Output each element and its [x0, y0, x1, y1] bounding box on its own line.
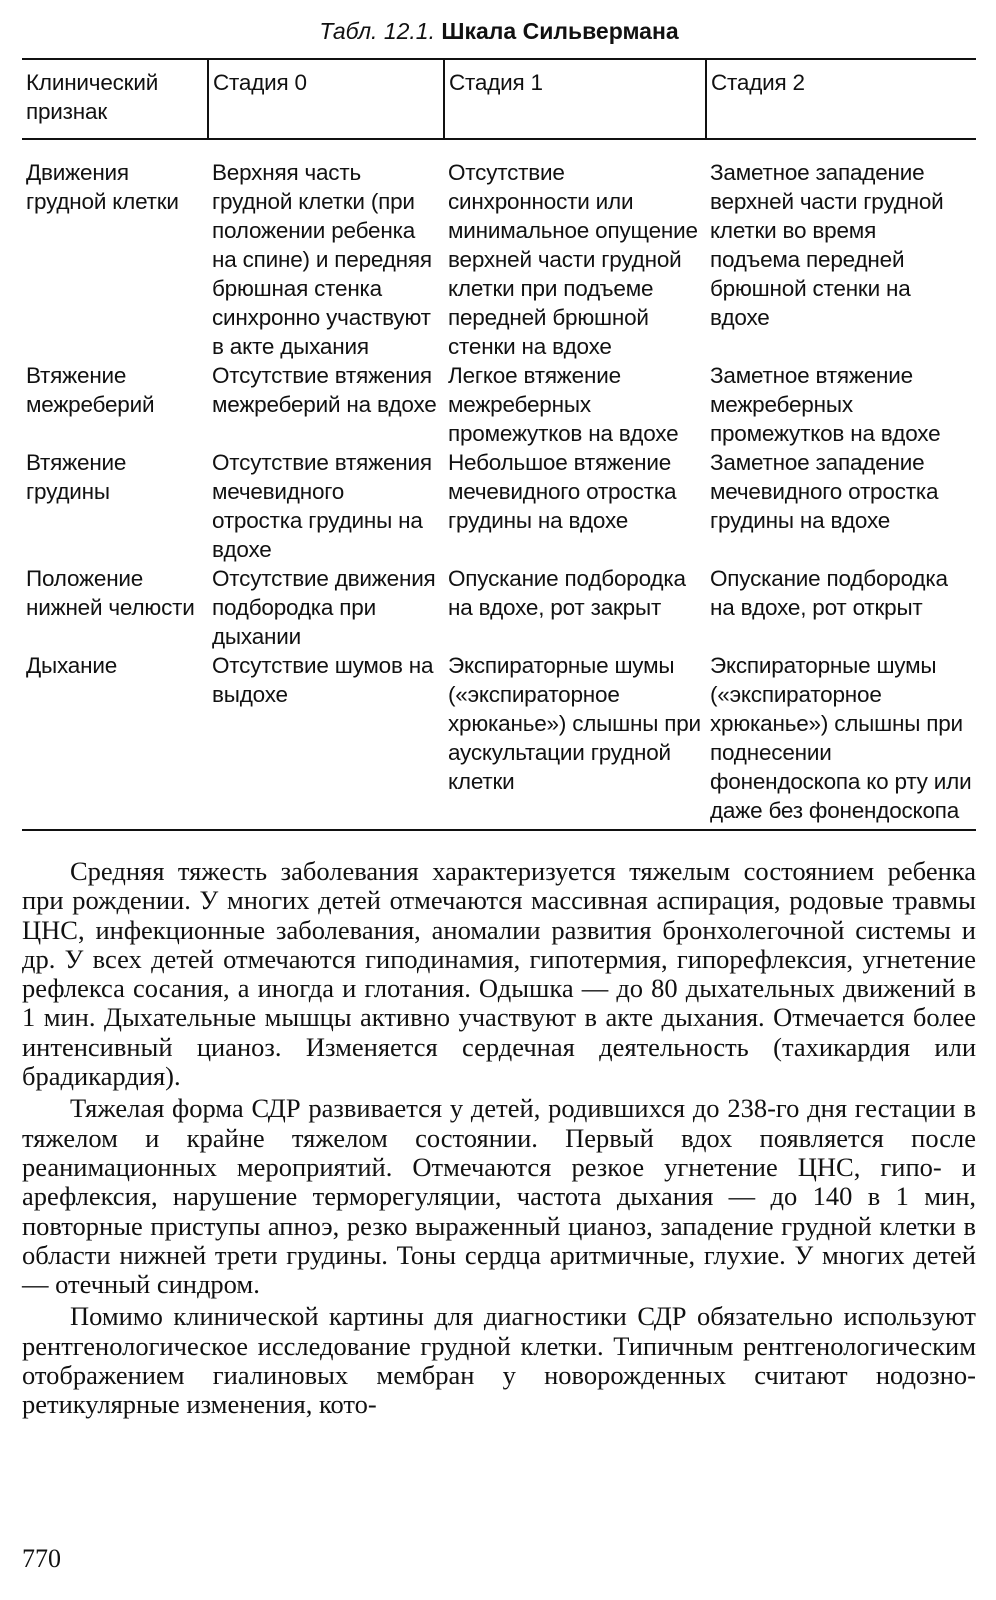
- table-header-row: [22, 59, 976, 139]
- cell-stage-1: Отсутствие синхронности или минимальное опущение верхней части грудной клетки при подъеме передней брюшной стенки на вдохе: [448, 160, 698, 359]
- cell-stage-1: Легкое втяжение межреберных промежутков на вдохе: [448, 363, 679, 446]
- cell-sign: Положение нижней челюсти: [26, 566, 195, 620]
- paragraph-severe-form: Тяжелая форма СДР развивается у детей, родившихся до 238-го дня гестации в тяжелом и крайне тяжелом состоянии. Первый вдох появляется после реанимационных мероприятий. Отмечаются резкое угнетение ЦНС, гипо- и арефлексия, нарушение терморегуляции, частота дыхания — до 140 в 1 мин, повторные приступы апноэ, резко выраженный цианоз, западение грудной клетки в области нижней трети грудины. Тоны сердца аритмичные, глухие. У многих детей — отечный синдром.: [22, 1093, 976, 1300]
- header-clinical-sign: Клинический признак: [22, 59, 208, 139]
- table-caption: [22, 16, 976, 46]
- cell-sign: Дыхание: [22, 651, 208, 830]
- table-row: [22, 361, 976, 448]
- table-caption-title: Шкала Сильвермана: [441, 18, 679, 44]
- cell-stage-2: Заметное втяжение межреберных промежутков на вдохе: [710, 363, 941, 446]
- cell-stage-1: Небольшое втяжение мечевидного отростка грудины на вдохе: [448, 450, 677, 533]
- body-text: [22, 857, 976, 1420]
- cell-stage-1: Опускание подбородка на вдохе, рот закрыт: [448, 566, 686, 620]
- cell-sign: Движения грудной клетки: [26, 160, 179, 214]
- cell-stage-0: Отсутствие втяжения мечевидного отростка грудины на вдохе: [212, 450, 432, 562]
- document-page: [22, 10, 976, 1423]
- cell-sign: Втяжение межреберий: [26, 363, 155, 417]
- table-row: [22, 139, 976, 361]
- table-row: [22, 651, 976, 830]
- paragraph-moderate-severity: Средняя тяжесть заболевания характеризуется тяжелым состоянием ребенка при рождении. У многих детей отмечаются массивная аспирация, родовые травмы ЦНС, инфекционные заболевания, аномалии развития бронхолегочной системы и др. У всех детей отмечаются гиподинамия, гипотермия, гипорефлексия, угнетение рефлекса сосания, а иногда и глотания. Одышка — до 80 дыхательных движений в 1 мин. Дыхательные мышцы активно участвуют в акте дыхания. Отмечается более интенсивный цианоз. Изменяется сердечная деятельность (тахикардия или брадикардия).: [22, 856, 976, 1092]
- cell-stage-2: Заметное западение верхней части грудной клетки во время подъема передней брюшной стенки на вдохе: [710, 160, 944, 330]
- cell-stage-0: Верхняя часть грудной клетки (при положении ребенка на спине) и передняя брюшная стенка синхронно участвуют в акте дыхания: [212, 160, 432, 359]
- header-stage-2: Стадия 2: [706, 59, 976, 139]
- paragraph-diagnostics: Помимо клинической картины для диагностики СДР обязательно используют рентгенологическое исследование грудной клетки. Типичным рентгенологическим отображением гиалиновых мембран у новорожденных считают нодозно-ретикулярные изменения, кото-: [22, 1301, 976, 1420]
- table-caption-label: Табл. 12.1.: [319, 18, 435, 44]
- cell-stage-1: Экспираторные шумы («экспираторное хрюканье») слышны при аускультации грудной клетки: [444, 651, 706, 830]
- header-stage-1: Стадия 1: [444, 59, 706, 139]
- table-row: [22, 448, 976, 564]
- cell-sign: Втяжение грудины: [26, 450, 127, 504]
- cell-stage-0: Отсутствие втяжения межреберий на вдохе: [212, 363, 437, 417]
- cell-stage-2: Заметное западение мечевидного отростка грудины на вдохе: [710, 450, 939, 533]
- page-number: 770: [22, 1544, 61, 1573]
- header-stage-0: Стадия 0: [208, 59, 444, 139]
- cell-stage-2: Опускание подбородка на вдохе, рот открыт: [710, 566, 948, 620]
- table-row: [22, 564, 976, 651]
- cell-stage-0: Отсутствие шумов на выдохе: [208, 651, 444, 830]
- cell-stage-0: Отсутствие движения подбородка при дыхании: [212, 566, 436, 649]
- silverman-scale-table: [22, 58, 976, 831]
- cell-stage-2: Экспираторные шумы («экспираторное хрюканье») слышны при поднесении фонендоскопа ко рту или даже без фонендоскопа: [706, 651, 976, 830]
